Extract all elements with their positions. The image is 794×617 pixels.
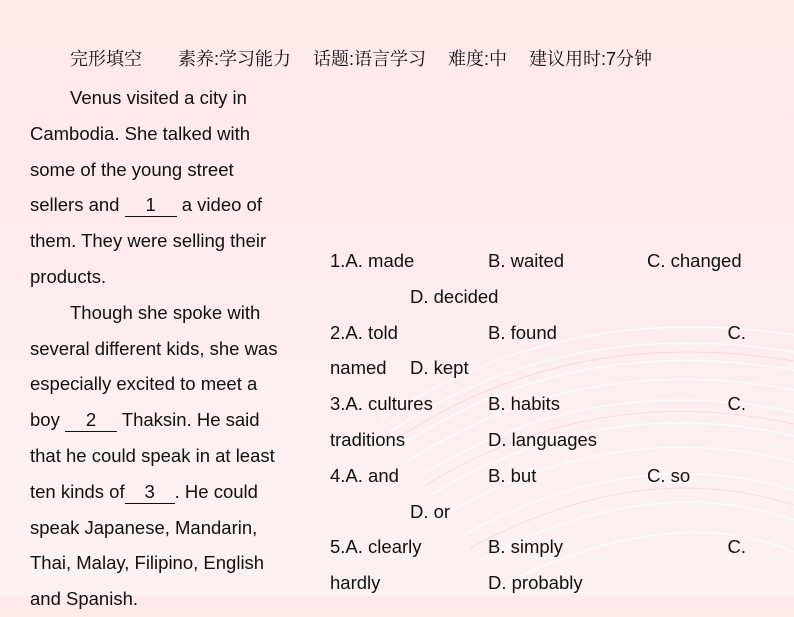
option-2c-letter: C. (727, 321, 746, 343)
option-3c-letter: C. (727, 393, 746, 415)
question-4-options-row (330, 458, 750, 494)
option-2a: 2.A. told (330, 321, 398, 343)
option-5c-text: hardly (330, 572, 381, 594)
question-2-options-row (330, 315, 750, 351)
difficulty-label: 难度:中 (448, 49, 508, 69)
exercise-type: 完形填空 (70, 49, 142, 69)
option-2c-text: named (330, 357, 387, 379)
option-5d: D. probably (488, 572, 583, 594)
question-1-options-row (330, 243, 750, 279)
passage-paragraph-2: Though she spoke with several different kids, she was especially excited to meet a boy 2 Thaksin. He said that he could speak in at least ten kinds of 3 . He could speak Japanese, Mandarin, Thai, Malay, Filipino, English and Spanish. (30, 301, 278, 610)
question-3-options-row (330, 386, 750, 422)
topic-label: 话题:语言学习 (313, 49, 427, 69)
exercise-header (70, 45, 770, 71)
blank-3: 3 (125, 481, 175, 504)
answer-options (330, 243, 750, 601)
option-4a: 4.A. and (330, 464, 399, 486)
blank-1: 1 (125, 194, 177, 217)
option-5b: B. simply (488, 536, 564, 558)
literacy-label: 素养:学习能力 (178, 49, 292, 69)
question-4-options-row-2 (330, 494, 750, 530)
question-3-options-row-2 (330, 422, 750, 458)
option-1a: 1.A. made (330, 250, 415, 271)
option-4b: B. but (488, 464, 537, 486)
question-5-options-row (330, 529, 750, 565)
option-4c: C. so (647, 464, 691, 486)
option-5a: 5.A. clearly (330, 536, 422, 558)
option-3a: 3.A. cultures (330, 393, 433, 415)
option-4d: D. or (410, 500, 451, 522)
option-3c-text: traditions (330, 428, 406, 450)
option-1d: D. decided (410, 285, 499, 307)
option-2b: B. found (488, 321, 557, 343)
option-3d: D. languages (488, 428, 598, 450)
option-2d: D. kept (410, 357, 469, 379)
option-1b: B. waited (488, 250, 565, 271)
option-3b: B. habits (488, 393, 560, 415)
blank-2: 2 (65, 409, 117, 432)
option-5c-letter: C. (727, 536, 746, 558)
option-1c: C. changed (647, 250, 742, 271)
question-2-options-row-2 (330, 350, 750, 386)
reading-passage (30, 80, 310, 617)
passage-paragraph-1: Venus visited a city in Cambodia. She talked with some of the young street sellers and 1 a video of them. They were selling their products. (30, 87, 267, 287)
question-1-options-row-2 (330, 279, 750, 315)
suggested-time-label: 建议用时:7分钟 (529, 49, 653, 69)
